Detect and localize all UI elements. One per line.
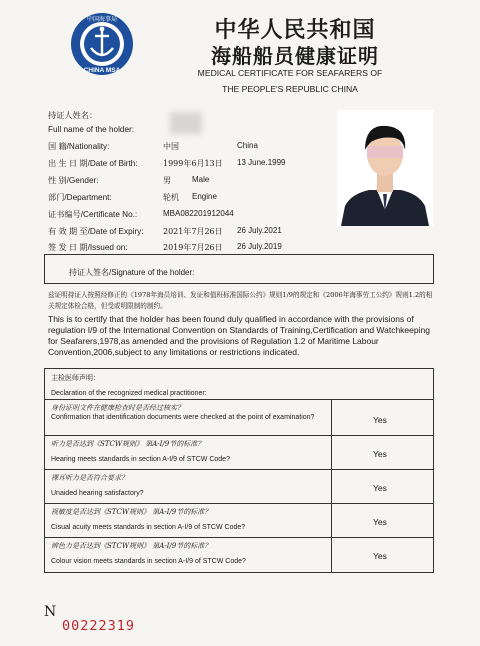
birth-date-value-en: 13 June.1999 bbox=[237, 158, 286, 167]
logo-text-en: CHINA MSA bbox=[83, 67, 121, 74]
birth-date-label: 出 生 日 期/Date of Birth: bbox=[48, 159, 138, 168]
answer-value: Yes bbox=[373, 449, 387, 459]
question-en: Colour vision meets standards in section A-I/9 of STCW Code? bbox=[51, 558, 246, 565]
expiry-date-value-cn: 2021年7月26日 bbox=[163, 227, 223, 236]
certification-text-en: This is to certify that the holder has been found duly qualified in accordance with the provisions of regulation I/9 of the International Convention on Standards of Training,Certification and Watchkeeping for Seafarers,1978,as amended and the provisions of Regulation 1.2 of Maritime Labour Convention,2006,subject to any limitations or restrictions indicated. bbox=[48, 314, 430, 357]
certification-text-cn: 兹证明持证人按照经修正的《1978年海员培训、发证和值班标准国际公约》规则1/9的规定和《2006年海事劳工公约》规则1.2的相关规定体检合格，但受或明限制的制约。 bbox=[48, 291, 433, 310]
row-divider bbox=[45, 537, 433, 538]
row-divider bbox=[45, 435, 433, 436]
question-cn: 裸耳听力是否符合要求？ bbox=[51, 474, 128, 482]
declaration-row bbox=[51, 541, 326, 567]
answer-value: Yes bbox=[373, 415, 387, 425]
question-cn: 视敏度是否达到《STCW规则》 第A-I/9节的标准？ bbox=[51, 508, 212, 516]
answer-value: Yes bbox=[373, 551, 387, 561]
nationality-value-cn: 中国 bbox=[163, 142, 179, 151]
signature-label: 持证人签名/Signature of the holder: bbox=[69, 268, 195, 277]
title-en-line1: MEDICAL CERTIFICATE FOR SEAFARERS OF bbox=[197, 68, 383, 78]
expiry-date-label: 有 效 期 至/Date of Expiry: bbox=[48, 227, 144, 236]
title-cn-line2: 海船船员健康证明 bbox=[211, 44, 379, 68]
logo-text-cn: 中国海事局 bbox=[86, 16, 118, 23]
serial-prefix: N bbox=[44, 604, 57, 620]
nationality-value-en: China bbox=[237, 141, 258, 150]
declaration-table bbox=[44, 368, 434, 573]
holder-photo bbox=[337, 110, 433, 226]
department-value-en: Engine bbox=[192, 192, 217, 201]
question-en: Hearing meets standards in section A-I/9 of STCW Code? bbox=[51, 456, 230, 463]
title-en-line2: THE PEOPLE'S REPUBLIC CHINA bbox=[222, 84, 358, 94]
row-divider bbox=[45, 469, 433, 470]
table-divider bbox=[45, 399, 433, 400]
question-en: Confirmation that identification documents were checked at the point of examination? bbox=[51, 414, 315, 421]
face-blur bbox=[367, 146, 403, 158]
gender-label: 性 别/Gender: bbox=[48, 176, 99, 185]
birth-date-value-cn: 1999年6月13日 bbox=[163, 159, 223, 168]
declaration-title-cn: 主检医师声明： bbox=[51, 375, 100, 382]
serial-number: 00222319 bbox=[62, 618, 136, 634]
answer-value: Yes bbox=[373, 517, 387, 527]
gender-value-en: Male bbox=[192, 175, 210, 184]
certificate-no-value: MBA082201912044 bbox=[163, 209, 234, 218]
question-en: Cisual acuity meets standards in section A-I/9 of STCW Code? bbox=[51, 524, 246, 531]
expiry-date-value-en: 26 July.2021 bbox=[237, 226, 282, 235]
declaration-row bbox=[51, 403, 326, 423]
gender-value-cn: 男 bbox=[163, 176, 171, 185]
department-value-cn: 轮机 bbox=[163, 193, 179, 202]
issued-on-label: 签 发 日 期/Issued on: bbox=[48, 243, 128, 252]
question-cn: 听力是否达到《STCW规则》 第A-I/9节的标准？ bbox=[51, 440, 205, 448]
holder-name-label-cn: 持证人姓名： bbox=[48, 111, 98, 120]
declaration-title-en: Declaration of the recognized medical practitioner: bbox=[51, 390, 207, 397]
table-column-divider bbox=[331, 399, 332, 572]
nationality-label: 国 籍/Nationality: bbox=[48, 142, 110, 151]
declaration-row bbox=[51, 473, 326, 499]
question-en: Unaided hearing satisfactory? bbox=[51, 490, 144, 497]
title-cn-line1: 中华人民共和国 bbox=[214, 18, 376, 43]
question-cn: 身份证明文件在健康检查时是否经过核实？ bbox=[51, 404, 184, 412]
row-divider bbox=[45, 503, 433, 504]
issued-on-value-en: 26 July.2019 bbox=[237, 242, 282, 251]
issued-on-value-cn: 2019年7月26日 bbox=[163, 243, 223, 252]
declaration-row bbox=[51, 439, 326, 465]
redacted-name bbox=[170, 112, 202, 134]
signature-box bbox=[44, 254, 434, 284]
declaration-row bbox=[51, 507, 326, 533]
answer-value: Yes bbox=[373, 483, 387, 493]
certificate-no-label: 证书编号/Certificate No.: bbox=[48, 210, 138, 219]
china-msa-logo bbox=[70, 12, 134, 76]
holder-name-label-en: Full name of the holder: bbox=[48, 125, 135, 134]
question-cn: 辨色力是否达到《STCW规则》 第A-I/9节的标准？ bbox=[51, 542, 212, 550]
department-label: 部门/Department: bbox=[48, 193, 112, 202]
